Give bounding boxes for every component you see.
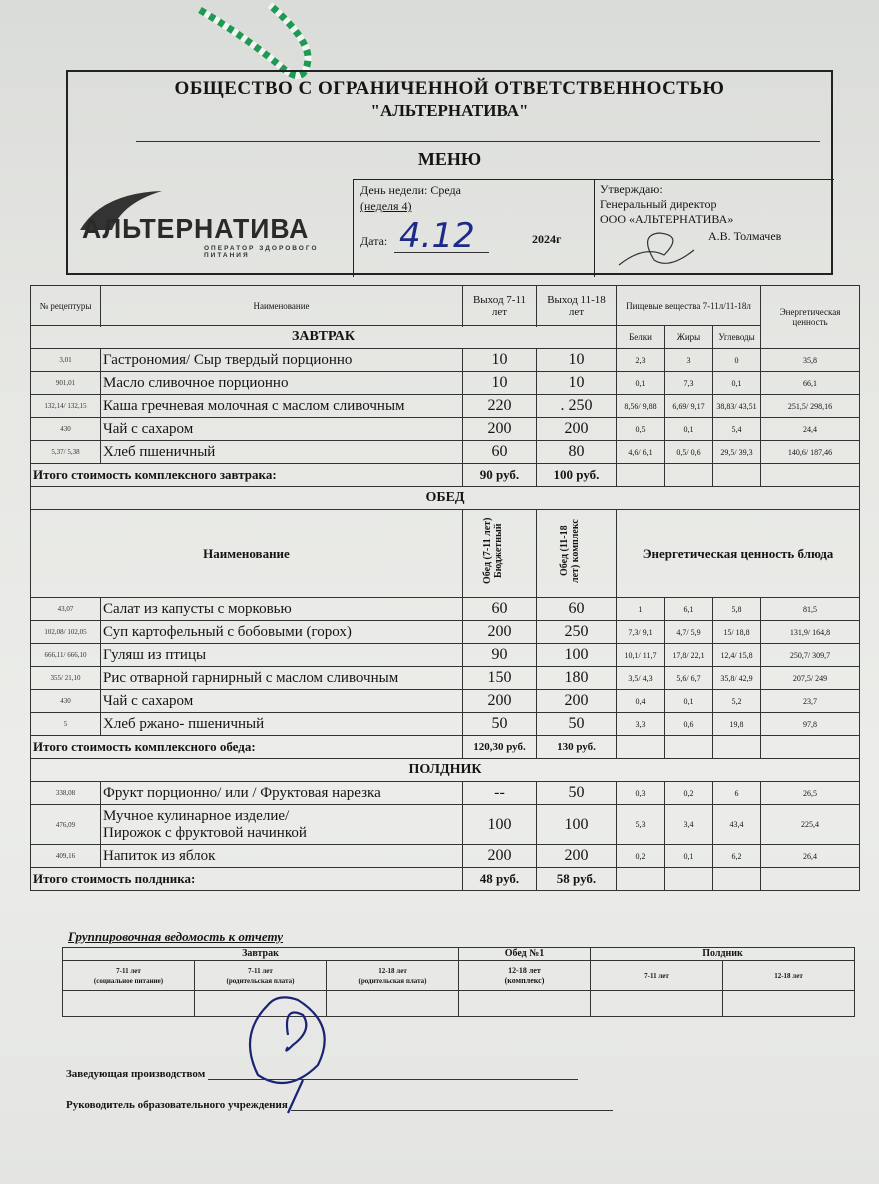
- breakfast-total-label: Итого стоимость комплексного завтрака:: [31, 464, 463, 487]
- lunch-header-2: Обед (11-18 лет) комплекс: [558, 519, 581, 583]
- energy-value: 140,6/ 187,46: [761, 441, 860, 464]
- recipe-code: 430: [31, 690, 101, 713]
- portion-7-11: 10: [463, 372, 537, 395]
- carbs-value: 19,8: [713, 713, 761, 736]
- energy-value: 81,5: [761, 598, 860, 621]
- protein-value: 7,3/ 9,1: [617, 621, 665, 644]
- recipe-code: 338,08: [31, 782, 101, 805]
- protein-value: 0,5: [617, 418, 665, 441]
- col-header-energy: Энергетическая ценность: [761, 286, 860, 349]
- dish-name-line: Хлеб ржано- пшеничный: [103, 715, 265, 732]
- year-label: 2024г: [532, 232, 562, 246]
- dish-name: [101, 441, 463, 464]
- dish-name: [101, 845, 463, 868]
- grouping-b2-note: (родительская плата): [226, 976, 295, 985]
- carbs-value: 29,5/ 39,3: [713, 441, 761, 464]
- energy-value: 97,8: [761, 713, 860, 736]
- sign-school-row: [66, 1099, 613, 1111]
- sign-production-label: Заведующая производством: [66, 1068, 206, 1080]
- handwritten-date: 4.12: [399, 216, 475, 256]
- fat-value: 0,1: [665, 845, 713, 868]
- grouping-lunch: Обед №1: [459, 948, 591, 961]
- table-row: [31, 395, 860, 418]
- carbs-value: 6,2: [713, 845, 761, 868]
- lunch-header-energy: Энергетическая ценность блюда: [617, 510, 860, 598]
- portion-11-18: 10: [537, 349, 617, 372]
- protein-value: 2,3: [617, 349, 665, 372]
- company-logo: [72, 185, 347, 270]
- dish-name-line: Чай с сахаром: [103, 420, 194, 437]
- approve-label: Утверждаю:: [600, 182, 663, 196]
- energy-value: 66,1: [761, 372, 860, 395]
- grouping-breakfast: Завтрак: [63, 948, 459, 961]
- breakfast-total-2: 100 руб.: [537, 464, 617, 487]
- grouping-b3-note: (родительская плата): [358, 976, 427, 985]
- lunch-header-name: Наименование: [31, 510, 463, 598]
- fat-value: 4,7/ 5,9: [665, 621, 713, 644]
- energy-value: 251,5/ 298,16: [761, 395, 860, 418]
- protein-value: 0,1: [617, 372, 665, 395]
- dish-name-line: Мучное кулинарное изделие/: [103, 807, 290, 824]
- dish-name: [101, 621, 463, 644]
- table-row: [31, 644, 860, 667]
- col-header-carbs: Углеводы: [713, 326, 761, 349]
- recipe-code: 102,08/ 102,05: [31, 621, 101, 644]
- portion-11-18: 200: [537, 418, 617, 441]
- recipe-code: 409,16: [31, 845, 101, 868]
- energy-value: 250,7/ 309,7: [761, 644, 860, 667]
- lunch-rows: [31, 598, 860, 736]
- portion-11-18: 60: [537, 598, 617, 621]
- portion-7-11: --: [463, 782, 537, 805]
- dish-name: [101, 372, 463, 395]
- breakfast-total-1: 90 руб.: [463, 464, 537, 487]
- dish-name-line: Хлеб пшеничный: [103, 443, 216, 460]
- grouping-s2-age: 12-18 лет: [723, 961, 855, 991]
- dish-name: [101, 667, 463, 690]
- grouping-title: Группировочная ведомость к отчету: [68, 929, 284, 944]
- grouping-b1-age: 7-11 лет: [116, 966, 141, 975]
- document-header: [66, 70, 833, 275]
- recipe-code: 132,14/ 132,15: [31, 395, 101, 418]
- dish-name-line: Фрукт порционно/ или / Фруктовая нарезка: [103, 784, 381, 801]
- approve-org: ООО «АЛЬТЕРНАТИВА»: [600, 212, 734, 226]
- dish-name-line: Рис отварной гарнирный с маслом сливочным: [103, 669, 399, 686]
- portion-11-18: 50: [537, 713, 617, 736]
- table-row: [31, 349, 860, 372]
- grouping-snack: Полдник: [591, 948, 855, 961]
- energy-value: 23,7: [761, 690, 860, 713]
- portion-7-11: 60: [463, 598, 537, 621]
- col-header-number: № рецептуры: [31, 286, 101, 326]
- portion-11-18: 100: [537, 805, 617, 845]
- fat-value: 17,8/ 22,1: [665, 644, 713, 667]
- lunch-total-2: 130 руб.: [537, 736, 617, 759]
- carbs-value: 5,2: [713, 690, 761, 713]
- handwritten-signature-icon: [228, 985, 348, 1115]
- paper-clip-image: [190, 0, 330, 80]
- dish-name-line-2: Пирожок с фруктовой начинкой: [103, 824, 307, 841]
- section-snack-title: ПОЛДНИК: [31, 759, 860, 782]
- portion-11-18: 100: [537, 644, 617, 667]
- section-lunch-title: ОБЕД: [31, 487, 860, 510]
- carbs-value: 5,8: [713, 598, 761, 621]
- protein-value: 0,4: [617, 690, 665, 713]
- sign-school-line: [291, 1110, 613, 1111]
- portion-11-18: 200: [537, 845, 617, 868]
- portion-11-18: 10: [537, 372, 617, 395]
- energy-value: 35,8: [761, 349, 860, 372]
- director-name: А.В. Толмачев: [708, 229, 782, 243]
- portion-7-11: 100: [463, 805, 537, 845]
- portion-7-11: 50: [463, 713, 537, 736]
- logo-subtitle: ОПЕРАТОР ЗДОРОВОГО ПИТАНИЯ: [204, 245, 319, 259]
- snack-total-label: Итого стоимость полдника:: [31, 868, 463, 891]
- protein-value: 0,2: [617, 845, 665, 868]
- dish-name-line: Салат из капусты с морковью: [103, 600, 292, 617]
- recipe-code: 901,01: [31, 372, 101, 395]
- protein-value: 3,3: [617, 713, 665, 736]
- recipe-code: 43,07: [31, 598, 101, 621]
- document-title: МЕНЮ: [417, 149, 482, 169]
- dish-name: [101, 598, 463, 621]
- portion-11-18: 180: [537, 667, 617, 690]
- portion-7-11: 200: [463, 690, 537, 713]
- dish-name-line: Суп картофельный с бобовыми (горох): [103, 623, 352, 640]
- dish-name: [101, 805, 463, 845]
- org-name-line1: ОБЩЕСТВО С ОГРАНИЧЕННОЙ ОТВЕТСТВЕННОСТЬЮ: [174, 78, 725, 99]
- portion-7-11: 220: [463, 395, 537, 418]
- grouping-l1-age: 12-18 лет: [508, 965, 541, 975]
- breakfast-rows: [31, 349, 860, 464]
- protein-value: 1: [617, 598, 665, 621]
- protein-value: 0,3: [617, 782, 665, 805]
- table-row: [31, 667, 860, 690]
- energy-value: 225,4: [761, 805, 860, 845]
- col-header-output-2: Выход 11-18 лет: [537, 286, 617, 326]
- portion-7-11: 200: [463, 621, 537, 644]
- portion-11-18: . 250: [537, 395, 617, 418]
- snack-rows: [31, 782, 860, 868]
- snack-total-1: 48 руб.: [463, 868, 537, 891]
- portion-7-11: 200: [463, 418, 537, 441]
- recipe-code: 666,11/ 666,10: [31, 644, 101, 667]
- col-header-protein: Белки: [617, 326, 665, 349]
- grouping-b1-note: (социальное питание): [93, 976, 164, 985]
- fat-value: 0,1: [665, 418, 713, 441]
- carbs-value: 5,4: [713, 418, 761, 441]
- portion-7-11: 90: [463, 644, 537, 667]
- lunch-total-1: 120,30 руб.: [463, 736, 537, 759]
- fat-value: 6,1: [665, 598, 713, 621]
- dish-name: [101, 418, 463, 441]
- col-header-name: Наименование: [101, 286, 463, 326]
- snack-total-2: 58 руб.: [537, 868, 617, 891]
- table-row: [31, 805, 860, 845]
- protein-value: 5,3: [617, 805, 665, 845]
- recipe-code: 430: [31, 418, 101, 441]
- fat-value: 0,5/ 0,6: [665, 441, 713, 464]
- fat-value: 7,3: [665, 372, 713, 395]
- dish-name-line: Гастрономия/ Сыр твердый порционно: [103, 351, 353, 368]
- approve-position: Генеральный директор: [600, 197, 717, 211]
- energy-value: 24,4: [761, 418, 860, 441]
- grouping-l1-note: (комплекс): [504, 975, 545, 985]
- recipe-code: 3,01: [31, 349, 101, 372]
- energy-value: 26,5: [761, 782, 860, 805]
- energy-value: 26,4: [761, 845, 860, 868]
- week-number: (неделя 4): [360, 199, 412, 213]
- table-row: [31, 598, 860, 621]
- table-row: [31, 713, 860, 736]
- portion-7-11: 200: [463, 845, 537, 868]
- recipe-code: 355/ 21,10: [31, 667, 101, 690]
- col-header-fat: Жиры: [665, 326, 713, 349]
- protein-value: 4,6/ 6,1: [617, 441, 665, 464]
- menu-table: [30, 285, 860, 891]
- fat-value: 0,2: [665, 782, 713, 805]
- protein-value: 8,56/ 9,88: [617, 395, 665, 418]
- carbs-value: 6: [713, 782, 761, 805]
- table-row: [31, 690, 860, 713]
- dish-name-line: Чай с сахаром: [103, 692, 194, 709]
- lunch-total-label: Итого стоимость комплексного обеда:: [31, 736, 463, 759]
- table-row: [31, 782, 860, 805]
- recipe-code: 5,37/ 5,38: [31, 441, 101, 464]
- logo-wordmark: АЛЬТЕРНАТИВА: [82, 213, 310, 244]
- col-header-output-1: Выход 7-11 лет: [463, 286, 537, 326]
- table-row: [31, 441, 860, 464]
- carbs-value: 15/ 18,8: [713, 621, 761, 644]
- dish-name-line: Напиток из яблок: [103, 847, 216, 864]
- table-row: [31, 845, 860, 868]
- portion-7-11: 60: [463, 441, 537, 464]
- date-label: Дата:: [360, 234, 388, 248]
- carbs-value: 38,83/ 43,51: [713, 395, 761, 418]
- portion-7-11: 10: [463, 349, 537, 372]
- fat-value: 3: [665, 349, 713, 372]
- dish-name: [101, 395, 463, 418]
- grouping-b2-age: 7-11 лет: [248, 966, 273, 975]
- recipe-code: 5: [31, 713, 101, 736]
- dish-name: [101, 349, 463, 372]
- lunch-header-1: Обед (7-11 лет) Бюджетный: [481, 517, 504, 585]
- sign-school-label: Руководитель образовательного учреждения: [66, 1099, 288, 1111]
- portion-11-18: 250: [537, 621, 617, 644]
- grouping-b3-age: 12-18 лет: [378, 966, 407, 975]
- dish-name-line: Каша гречневая молочная с маслом сливочным: [103, 397, 405, 414]
- header-info-box: [353, 179, 834, 277]
- table-row: [31, 418, 860, 441]
- carbs-value: 43,4: [713, 805, 761, 845]
- energy-value: 207,5/ 249: [761, 667, 860, 690]
- dish-name-line: Гуляш из птицы: [103, 646, 207, 663]
- energy-value: 131,9/ 164,8: [761, 621, 860, 644]
- dish-name: [101, 644, 463, 667]
- portion-11-18: 200: [537, 690, 617, 713]
- dish-name: [101, 690, 463, 713]
- dish-name-line: Масло сливочное порционно: [103, 374, 289, 391]
- grouping-s1-age: 7-11 лет: [591, 961, 723, 991]
- director-signature-icon: [614, 225, 704, 275]
- sign-production-line: [208, 1079, 578, 1080]
- carbs-value: 35,8/ 42,9: [713, 667, 761, 690]
- sign-production-row: [66, 1068, 578, 1080]
- section-breakfast-title: ЗАВТРАК: [31, 326, 617, 349]
- portion-11-18: 50: [537, 782, 617, 805]
- carbs-value: 12,4/ 15,8: [713, 644, 761, 667]
- protein-value: 10,1/ 11,7: [617, 644, 665, 667]
- col-header-nutrients: Пищевые вещества 7-11л/11-18л: [617, 286, 761, 326]
- fat-value: 0,6: [665, 713, 713, 736]
- fat-value: 3,4: [665, 805, 713, 845]
- portion-11-18: 80: [537, 441, 617, 464]
- dish-name: [101, 713, 463, 736]
- fat-value: 5,6/ 6,7: [665, 667, 713, 690]
- fat-value: 6,69/ 9,17: [665, 395, 713, 418]
- table-row: [31, 621, 860, 644]
- header-divider: [136, 141, 820, 142]
- weekday-label: День недели: Среда: [360, 183, 461, 197]
- carbs-value: 0: [713, 349, 761, 372]
- carbs-value: 0,1: [713, 372, 761, 395]
- fat-value: 0,1: [665, 690, 713, 713]
- grouping-table: [62, 947, 855, 1017]
- protein-value: 3,5/ 4,3: [617, 667, 665, 690]
- org-name-line2: "АЛЬТЕРНАТИВА": [370, 101, 529, 120]
- dish-name: [101, 782, 463, 805]
- table-row: [31, 372, 860, 395]
- recipe-code: 476,09: [31, 805, 101, 845]
- portion-7-11: 150: [463, 667, 537, 690]
